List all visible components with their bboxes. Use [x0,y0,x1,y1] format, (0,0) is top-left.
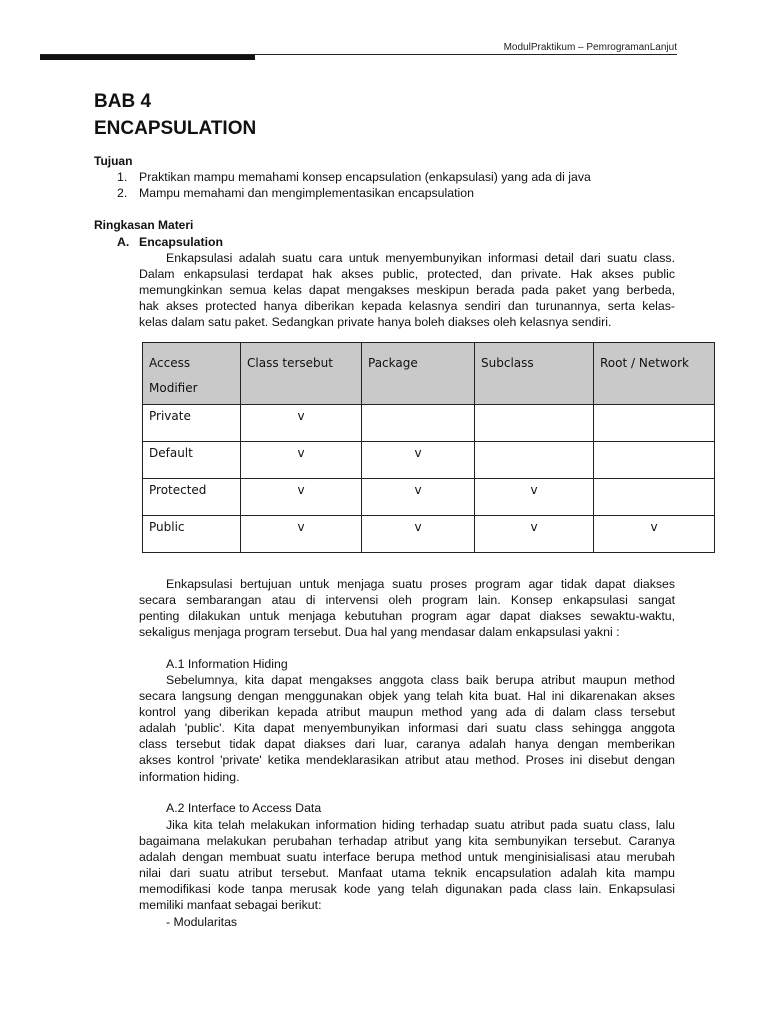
modifier-cell: Protected [143,479,241,516]
paragraph-line: adalah dengan membuat suatu interface berupa method untuk menginisialisasi atau merubah [139,850,675,865]
paragraph-line: hak akses protected hanya diberikan kepada kelasnya sendiri dan turunannya, serta kelas- [139,299,675,314]
table-row [143,516,715,553]
access-cell: v [362,442,475,479]
column-header: Root / Network [594,343,715,405]
paragraph-line: Sebelumnya, kita dapat mengakses anggota class baik berupa atribut maupun method [166,673,675,687]
modifier-cell: Default [143,442,241,479]
paragraph-line: adalah 'public'. Kita dapat menyembunyikan informasi dari suatu class sehingga anggota [139,721,675,736]
a1-paragraph [139,672,675,785]
access-cell: v [241,405,362,442]
list-number: 1. [117,170,128,184]
chapter-title: ENCAPSULATION [94,118,257,139]
a1-title: A.1 Information Hiding [166,657,288,671]
access-cell: v [362,516,475,553]
access-cell: v [362,479,475,516]
intro-paragraph [139,250,675,330]
access-modifier-table [142,342,715,553]
bullet-item: - Modularitas [166,914,238,929]
column-header: Class tersebut [241,343,362,405]
chapter-heading [94,88,256,142]
access-cell [475,405,594,442]
paragraph-line: Enkapsulasi adalah suatu cara untuk menyembunyikan informasi detail dari suatu class. [166,251,675,265]
list-text: Mampu memahami dan mengimplementasikan encapsulation [139,186,474,200]
paragraph-line: sekaligus menjaga program tersebut. Dua hal yang mendasar dalam enkapsulasi yakni : [139,625,620,640]
access-cell [475,442,594,479]
table-row [143,479,715,516]
paragraph-line: Jika kita telah melakukan information hiding terhadap suatu atribut pada suatu class, lalu [166,818,675,832]
access-cell: v [594,516,715,553]
paragraph-line: nilai dari suatu atribut tersebut. Manfaat utama teknik encapsulation adalah kita mampu [139,866,675,881]
paragraph-line: Enkapsulasi bertujuan untuk menjaga suatu proses program agar tidak dapat diakses [166,577,675,591]
access-cell [594,405,715,442]
list-text: Praktikan mampu memahami konsep encapsulation (enkapsulasi) yang ada di java [139,170,591,184]
paragraph-line: Dalam enkapsulasi terdapat hak akses public, protected, dan private. Hak akses public [139,267,675,282]
subsection-title: Encapsulation [139,235,224,249]
table-row [143,405,715,442]
access-cell: v [241,442,362,479]
table-header-row [143,343,715,405]
paragraph-line: bagaimana melakukan perubahan terhadap atribut yang kita sembunyikan tersebut. Caranya [139,834,675,849]
column-header: Package [362,343,475,405]
access-cell: v [475,516,594,553]
column-header: Access Modifier [143,343,241,405]
paragraph-line: secara sembarangan atau di intervensi oleh program lain. Konsep enkapsulasi sangat [139,593,675,608]
modifier-cell: Private [143,405,241,442]
header-accent-bar [40,55,255,60]
tujuan-heading: Tujuan [94,154,133,168]
subsection-label: A. [117,235,130,249]
chapter-number: BAB 4 [94,91,152,112]
access-cell: v [241,479,362,516]
access-cell: v [475,479,594,516]
paragraph-line: memungkinkan semua kelas dapat mengakses meskipun berada pada paket yang berbeda, [139,283,675,298]
list-number: 2. [117,186,128,200]
paragraph-line: kelas dalam satu paket. Sedangkan private hanya boleh diakses oleh kelasnya sendiri. [139,315,612,330]
paragraph-line: kontrol yang diberikan kepada atribut maupun method yang ada di dalam class tersebut [139,705,675,720]
ringkasan-heading: Ringkasan Materi [94,218,194,232]
paragraph-line: memodifikasi kode tanpa merusak kode yang telah digunakan pada class lain. Enkapsulasi [139,882,675,897]
paragraph-line: secara langsung dengan menggunakan objek yang telah kita buat. Hal ini dikarenakan akses [139,689,675,704]
paragraph-line: penting dilakukan untuk menjaga kebutuhan program agar dapat diakses sewaktu-waktu, [139,609,675,624]
a2-paragraph [139,817,675,930]
paragraph-line: information hiding. [139,769,240,784]
paragraph-line: akses kontrol 'private' ketika mendeklarasikan atribut atau method. Proses ini disebut dengan [139,753,675,768]
table-row [143,442,715,479]
paragraph-line: memiliki manfaat sebagai berikut: [139,898,322,913]
column-header: Subclass [475,343,594,405]
paragraph-line: class tersebut tidak dapat diakses dari luar, caranya adalah hanya dengan memberikan [139,737,675,752]
access-cell [362,405,475,442]
modifier-cell: Public [143,516,241,553]
a2-title: A.2 Interface to Access Data [166,801,322,815]
running-title: ModulPraktikum – PemrogramanLanjut [503,42,677,53]
access-cell [594,442,715,479]
access-cell [594,479,715,516]
purpose-paragraph [139,576,675,640]
access-cell: v [241,516,362,553]
